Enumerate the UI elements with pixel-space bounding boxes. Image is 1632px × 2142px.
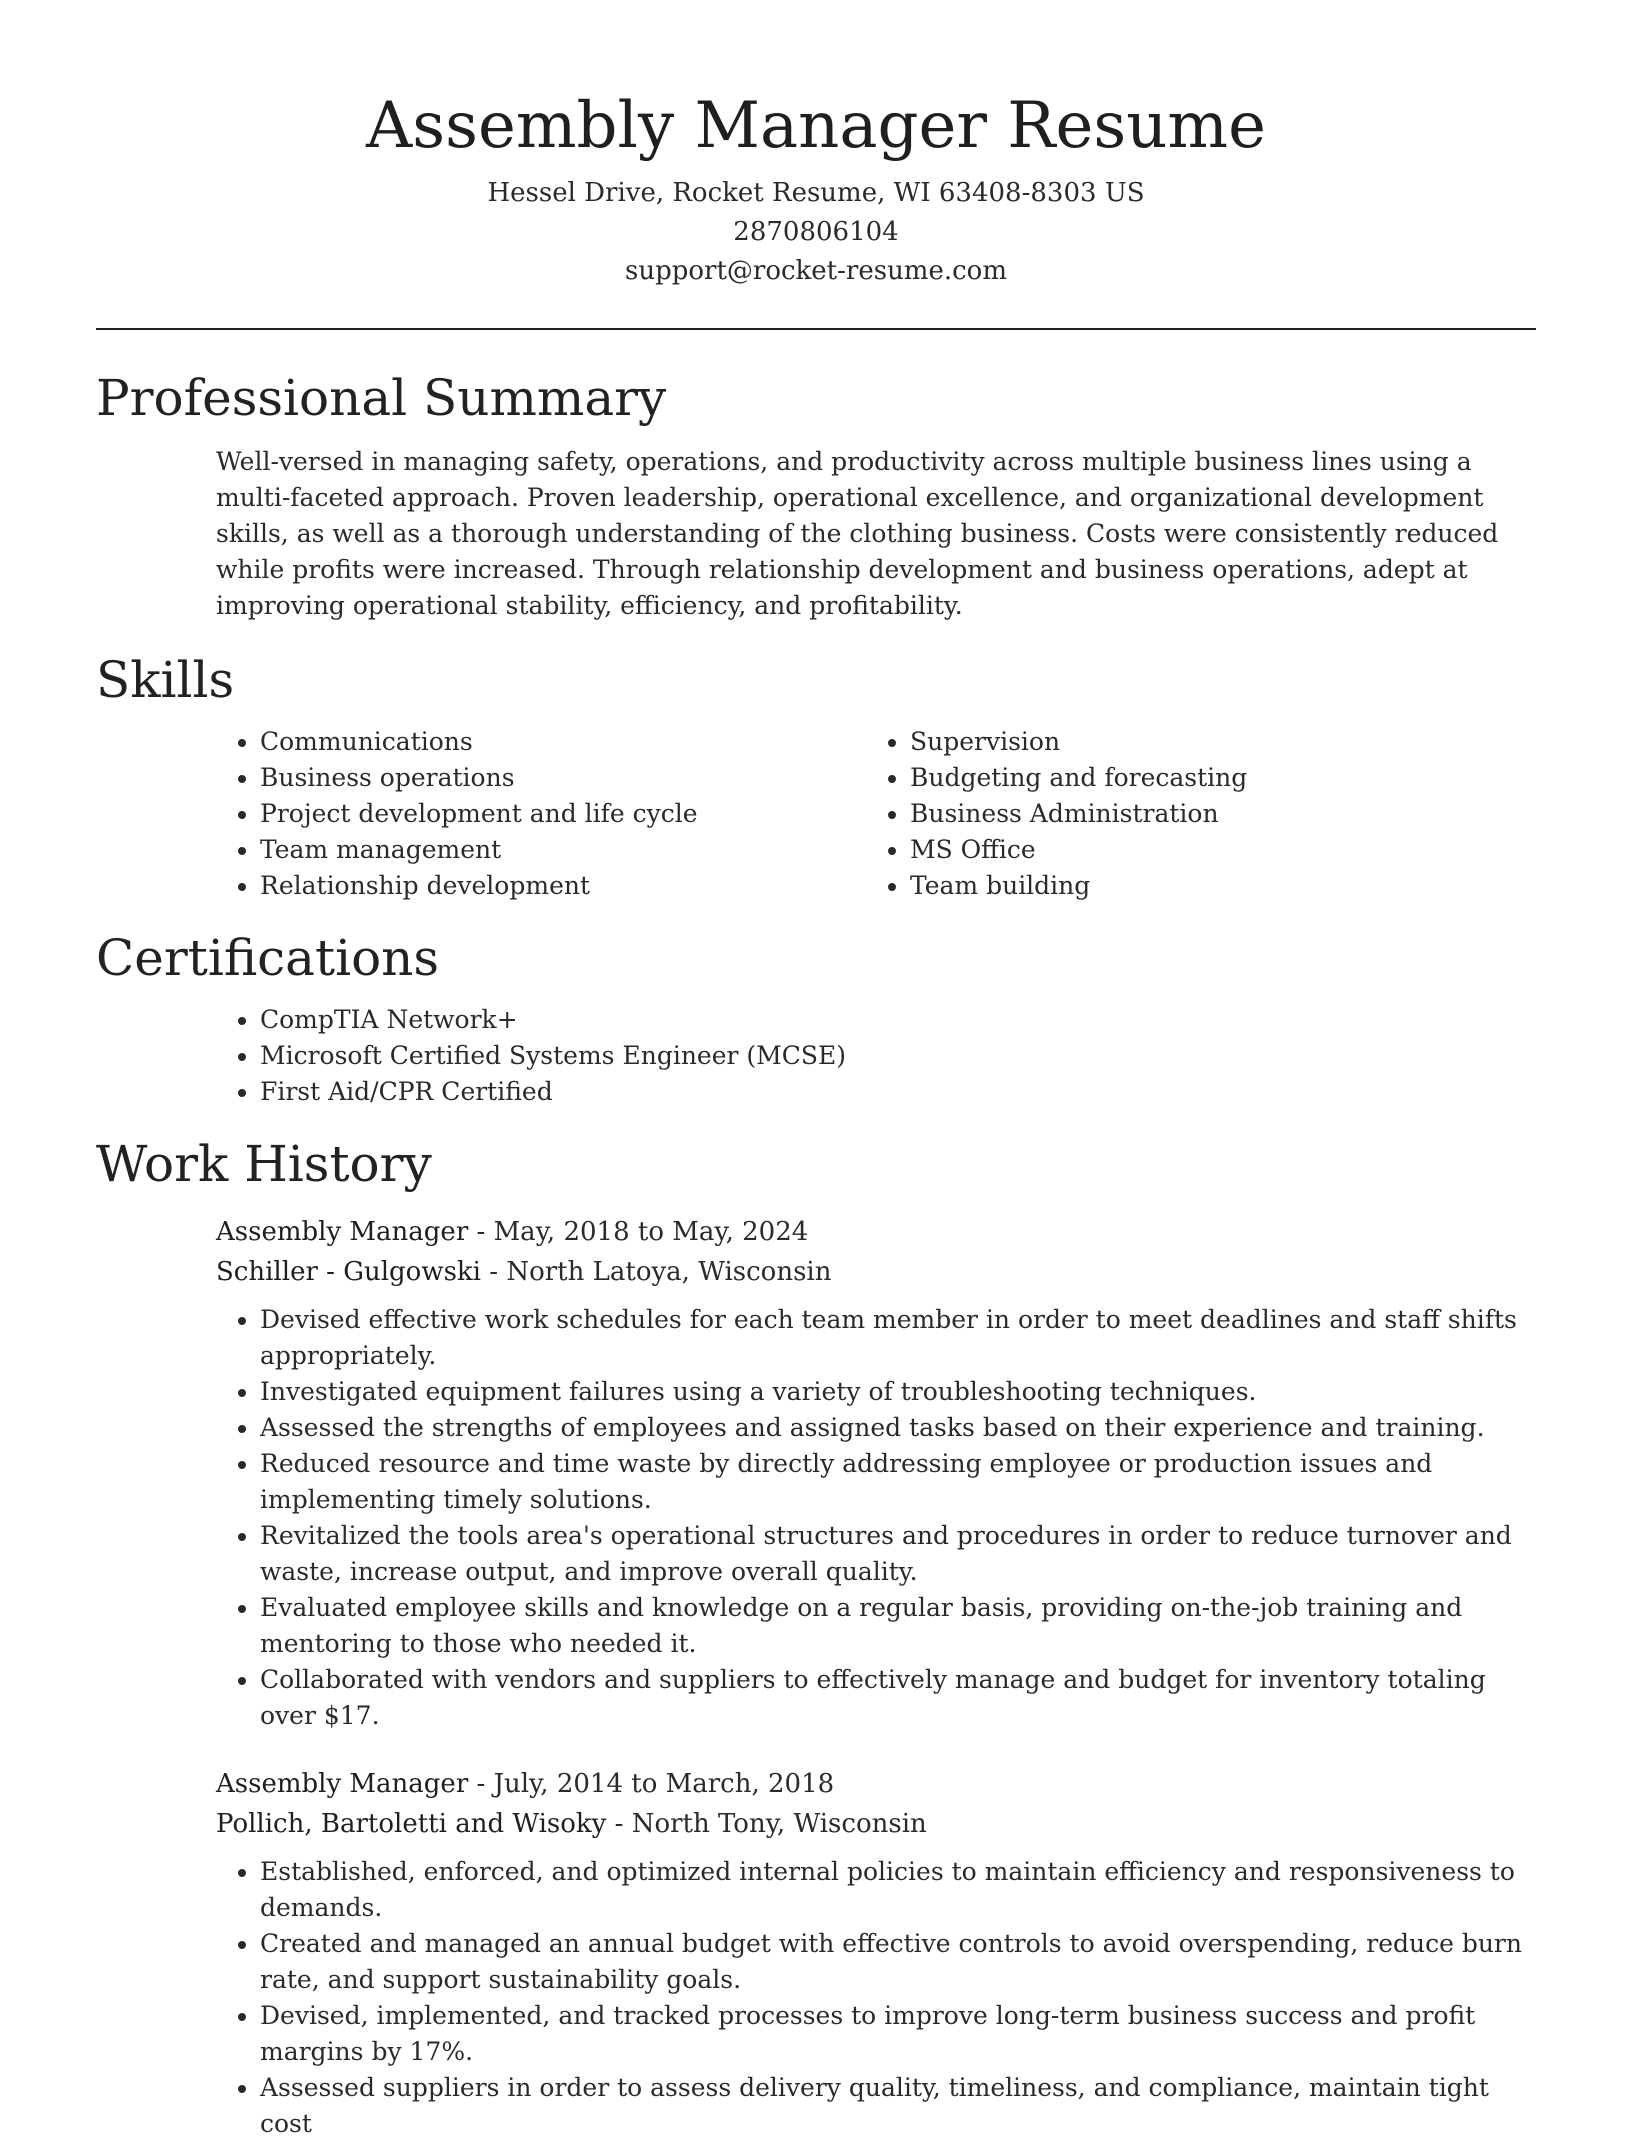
skill-item: • Project development and life cycle: [260, 796, 866, 832]
job-bullet: • Assessed suppliers in order to assess delivery quality, timeliness, and compliance, maintain tight cost: [260, 2070, 1536, 2142]
job-dates: - May, 2018 to May, 2024: [468, 1217, 809, 1247]
skill-item: • Team building: [910, 868, 1516, 904]
job-bullet: • Revitalized the tools area's operational structures and procedures in order to reduce turnover and waste, increase output, and improve overall quality.: [260, 1518, 1536, 1590]
job-title: Assembly Manager: [216, 1769, 469, 1799]
job-bullet-list: [216, 1302, 1536, 1734]
skills-column-left: [216, 724, 866, 904]
skill-item: • Business Administration: [910, 796, 1516, 832]
skills-column-right: [866, 724, 1516, 904]
contact-email: support@rocket-resume.com: [624, 256, 1007, 286]
skill-item: • Team management: [260, 832, 866, 868]
certification-item: • Microsoft Certified Systems Engineer (MCSE): [260, 1038, 1536, 1074]
skill-item: • MS Office: [910, 832, 1516, 868]
job-title: Assembly Manager: [216, 1217, 469, 1247]
skills-grid: [216, 724, 1536, 904]
work-history-section: [96, 1132, 1536, 2142]
resume-header: [96, 82, 1536, 330]
contact-address: Hessel Drive, Rocket Resume, WI 63408-8303 US: [487, 178, 1145, 208]
job-title-line: [216, 1212, 1536, 1252]
job-entry: [216, 1212, 1536, 1734]
section-heading-skills: Skills: [96, 651, 235, 709]
job-dates: - July, 2014 to March, 2018: [468, 1769, 835, 1799]
resume-title: Assembly Manager Resume: [366, 89, 1266, 163]
certification-list: [216, 1002, 1536, 1110]
job-bullet: • Established, enforced, and optimized internal policies to maintain efficiency and responsiveness to demands.: [260, 1854, 1536, 1926]
job-title-line: [216, 1764, 1536, 1804]
job-bullet: • Reduced resource and time waste by directly addressing employee or production issues and implementing timely solutions.: [260, 1446, 1536, 1518]
job-bullet: • Collaborated with vendors and suppliers to effectively manage and budget for inventory totaling over $17.: [260, 1662, 1536, 1734]
job-bullet: • Created and managed an annual budget with effective controls to avoid overspending, reduce burn rate, and support sustainability goals.: [260, 1926, 1536, 1998]
job-bullet: • Devised effective work schedules for each team member in order to meet deadlines and staff shifts appropriately.: [260, 1302, 1536, 1374]
section-heading-certifications: Certifications: [96, 929, 440, 987]
job-bullet: • Assessed the strengths of employees and assigned tasks based on their experience and training.: [260, 1410, 1536, 1446]
job-bullet: • Devised, implemented, and tracked processes to improve long-term business success and profit margins by 17%.: [260, 1998, 1536, 2070]
job-location: - North Latoya, Wisconsin: [481, 1257, 832, 1287]
skills-section: [96, 648, 1536, 904]
job-location: - North Tony, Wisconsin: [606, 1809, 927, 1839]
section-heading-summary: Professional Summary: [96, 369, 667, 427]
job-bullet: • Investigated equipment failures using a variety of troubleshooting techniques.: [260, 1374, 1536, 1410]
summary-text: Well-versed in managing safety, operations, and productivity across multiple business lines using a multi-faceted approach. Proven leadership, operational excellence, and organizational development skills, as well as a thorough understanding of the clothing business. Costs were consistently reduced while profits were increased. Through relationship development and business operations, adept at improving operational stability, efficiency, and profitability.: [216, 447, 1499, 620]
certification-item: • CompTIA Network+: [260, 1002, 1536, 1038]
resume-page: [96, 0, 1536, 2142]
job-bullet-list: [216, 1854, 1536, 2142]
skill-item: • Budgeting and forecasting: [910, 760, 1516, 796]
job-bullet: • Evaluated employee skills and knowledge on a regular basis, providing on-the-job training and mentoring to those who needed it.: [260, 1590, 1536, 1662]
skill-item: • Supervision: [910, 724, 1516, 760]
skill-item: • Communications: [260, 724, 866, 760]
job-company: Pollich, Bartoletti and Wisoky: [216, 1809, 607, 1839]
header-divider: [96, 328, 1536, 330]
certification-item: • First Aid/CPR Certified: [260, 1074, 1536, 1110]
certifications-section: [96, 926, 1536, 1110]
contact-block: [96, 174, 1536, 291]
job-company-line: [216, 1252, 1536, 1292]
skill-item: • Relationship development: [260, 868, 866, 904]
contact-phone: 2870806104: [733, 217, 899, 247]
job-company-line: [216, 1804, 1536, 1844]
job-company: Schiller - Gulgowski: [216, 1257, 481, 1287]
skill-item: • Business operations: [260, 760, 866, 796]
section-heading-work-history: Work History: [96, 1135, 432, 1193]
professional-summary-section: [96, 366, 1536, 624]
job-entry: [216, 1764, 1536, 2142]
